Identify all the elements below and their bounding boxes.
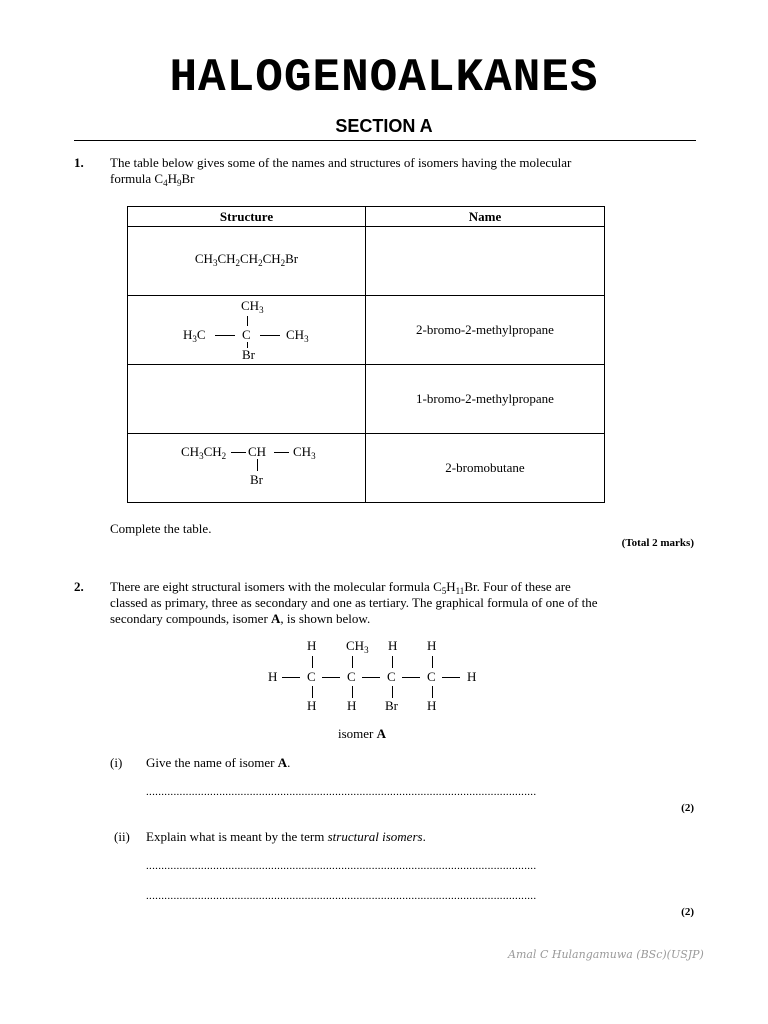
- s2-bond-right: [260, 335, 280, 336]
- part-i-label: (i): [110, 755, 123, 770]
- question-1-formula: formula $C_4H_9Br$: [110, 171, 195, 188]
- name-cell-1-blank[interactable]: [366, 227, 605, 296]
- a-top-4: H: [427, 638, 437, 653]
- header-structure: Structure: [128, 207, 366, 227]
- a-bottom-4: H: [427, 698, 437, 713]
- structure-cell-1: [128, 227, 366, 296]
- a-carbon-4: C: [427, 669, 436, 684]
- question-1-line-1: The table below gives some of the names and structures of isomers having the molecular: [110, 155, 572, 170]
- question-1-number: 1.: [74, 155, 84, 170]
- a-carbon-1: C: [307, 669, 316, 684]
- header-divider: [74, 140, 696, 141]
- s4-bond-bottom: [257, 459, 258, 471]
- a-carbon-2: C: [347, 669, 356, 684]
- s2-bond-top: [247, 316, 248, 326]
- a-bond-h-4: [402, 677, 420, 678]
- a-bond-down-2: [352, 686, 353, 698]
- s4-right-group: $CH_3$: [293, 444, 316, 461]
- section-heading: SECTION A: [335, 116, 433, 136]
- question-1-text: [110, 155, 670, 187]
- s2-top-group: $CH_3$: [241, 298, 264, 315]
- isomer-table: [127, 206, 605, 503]
- part-ii-marks: (2): [681, 906, 694, 918]
- a-top-3: H: [388, 638, 398, 653]
- table-row: [128, 296, 605, 365]
- s4-bond-right: [274, 452, 289, 453]
- question-1-instruction: Complete the table.: [110, 521, 212, 536]
- structure-cell-2: [128, 296, 366, 365]
- s2-right-group: $CH_3$: [286, 327, 309, 344]
- part-ii-answer-line-1[interactable]: ................................................................................................................................: [146, 860, 537, 872]
- structure-4: [128, 434, 366, 502]
- question-2-line-1: There are eight structural isomers with the molecular formula $C_5H_{11}Br$. Four of these are: [110, 579, 571, 596]
- table-row: [128, 365, 605, 434]
- structure-1: $CH_3CH_2CH_2CH_2Br$: [194, 251, 299, 268]
- part-ii-label: (ii): [114, 829, 130, 844]
- part-i-answer-line[interactable]: ................................................................................................................................: [146, 786, 537, 798]
- part-i-text: Give the name of isomer A.: [146, 755, 291, 770]
- question-2-text: [110, 579, 670, 627]
- isomer-a-diagram: [260, 636, 490, 716]
- structure-cell-4: [128, 434, 366, 503]
- question-2-number: 2.: [74, 579, 84, 594]
- page-title: HALOGENOALKANES: [169, 52, 599, 104]
- a-bond-down-1: [312, 686, 313, 698]
- a-bottom-2: H: [347, 698, 357, 713]
- table-row: [128, 434, 605, 503]
- a-bond-h-2: [322, 677, 340, 678]
- a-bond-h-3: [362, 677, 380, 678]
- a-bond-h-1: [282, 677, 300, 678]
- structure-2: [128, 296, 366, 364]
- a-mid-h-right: H: [467, 669, 477, 684]
- a-bond-down-4: [432, 686, 433, 698]
- a-carbon-3: C: [387, 669, 396, 684]
- s2-left-group: $H_3C$: [183, 327, 206, 344]
- a-bond-up-2: [352, 656, 353, 668]
- isomer-a-caption: isomer A: [338, 726, 387, 741]
- s2-bond-left: [215, 335, 235, 336]
- a-bond-down-3: [392, 686, 393, 698]
- s4-bottom-group: Br: [250, 472, 263, 487]
- name-cell-4: 2-bromobutane: [366, 434, 605, 503]
- s2-bottom-group: Br: [242, 347, 255, 362]
- table-header-row: [128, 207, 605, 227]
- s4-left-group: $CH_3CH_2$: [181, 444, 227, 461]
- table-row: [128, 227, 605, 296]
- a-bond-up-1: [312, 656, 313, 668]
- s4-bond-left: [231, 452, 246, 453]
- a-mid-h-left: H: [268, 669, 278, 684]
- a-bond-up-3: [392, 656, 393, 668]
- a-top-1: H: [307, 638, 317, 653]
- a-top-2: $CH_3$: [346, 638, 369, 655]
- part-ii-answer-line-2[interactable]: ................................................................................................................................: [146, 890, 537, 902]
- a-bottom-3: Br: [385, 698, 398, 713]
- question-2-line-3: secondary compounds, isomer A, is shown below.: [110, 611, 371, 626]
- question-2-line-2: classed as primary, three as secondary and one as tertiary. The graphical formula of one of the: [110, 595, 598, 610]
- s4-center-group: CH: [248, 444, 267, 459]
- part-ii-text: Explain what is meant by the term structural isomers.: [146, 829, 426, 844]
- question-1-marks: (Total 2 marks): [621, 537, 694, 549]
- header-name: Name: [366, 207, 605, 227]
- name-cell-2: 2-bromo-2-methylpropane: [366, 296, 605, 365]
- a-bottom-1: H: [307, 698, 317, 713]
- s2-center-atom: C: [242, 327, 251, 342]
- a-bond-up-4: [432, 656, 433, 668]
- author-signature: Amal C Hulangamuwa (BSc)(USJP): [508, 948, 704, 961]
- structure-cell-3-blank[interactable]: [128, 365, 366, 434]
- part-i-marks: (2): [681, 802, 694, 814]
- name-cell-3: 1-bromo-2-methylpropane: [366, 365, 605, 434]
- a-bond-h-5: [442, 677, 460, 678]
